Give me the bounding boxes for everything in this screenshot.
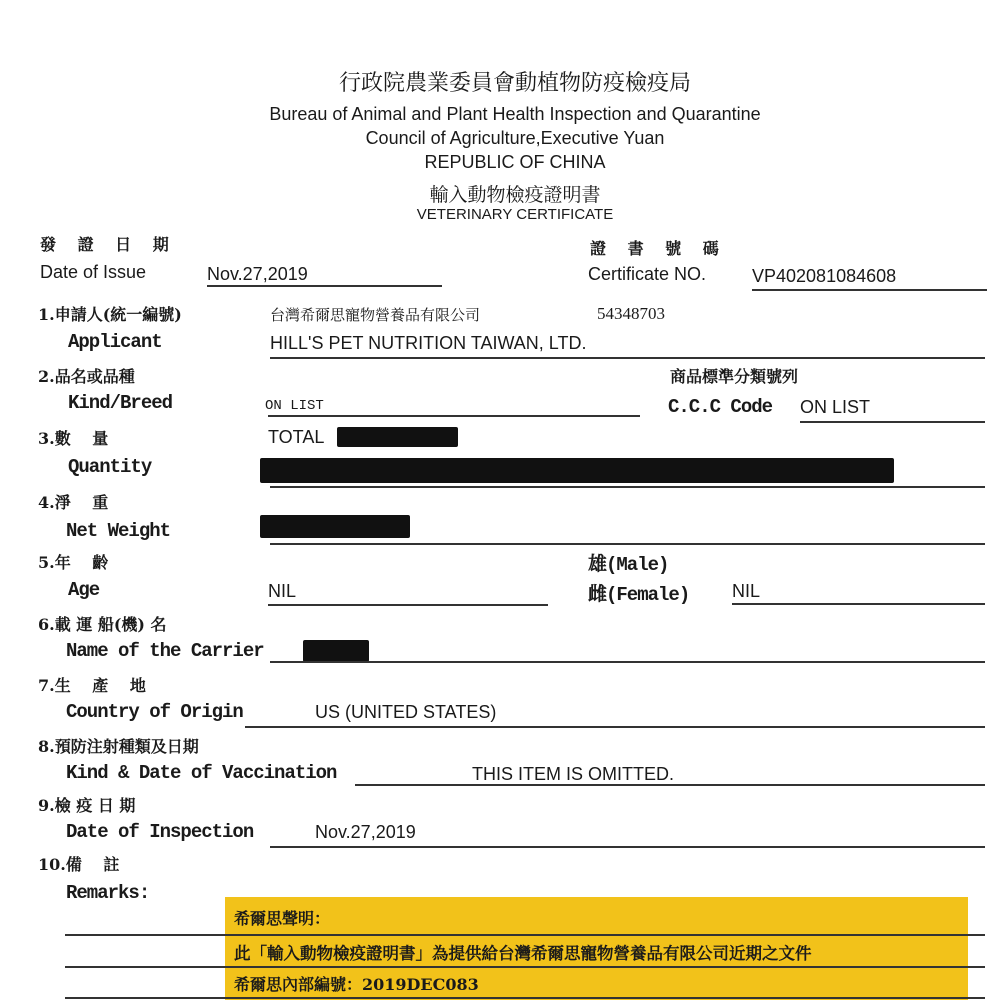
council-name: Council of Agriculture,Executive Yuan [365,128,665,148]
origin-label-zh: 7.生 產 地 [38,676,146,695]
applicant-id-number: 54348703 [597,304,665,323]
vaccination-value: THIS ITEM IS OMITTED. [472,764,674,784]
certificate-no-value: VP402081084608 [752,266,897,286]
carrier-label-zh: 6.載 運 船(機) 名 [38,615,167,634]
inspection-value: Nov.27,2019 [315,822,416,842]
notice-body: 此「輸入動物檢疫證明書」為提供給台灣希爾思寵物營養品有限公司近期之文件 [234,944,812,963]
male-label: 雄(Male) [588,554,669,576]
net-weight-label: Net Weight [66,520,171,542]
date-of-issue-label-zh: 發 證 日 期 [40,235,177,254]
country-name: REPUBLIC OF CHINA [424,152,606,172]
applicant-value: HILL'S PET NUTRITION TAIWAN, LTD. [270,333,587,353]
origin-label: Country of Origin [66,701,243,723]
vaccination-label: Kind & Date of Vaccination [66,762,337,784]
ccc-label-zh: 商品標準分類號列 [670,367,799,386]
notice-title: 希爾思聲明： [234,909,331,928]
kind-value: ON LIST [265,398,324,414]
applicant-value-zh: 台灣希爾思寵物營養品有限公司 [270,306,481,324]
doc-title-zh: 輸入動物檢疫證明書 [429,184,601,206]
redacted-box [337,427,458,447]
quantity-total-prefix: TOTAL [268,427,325,447]
female-label: 雌(Female) [588,584,690,606]
kind-label-zh: 2.品名或品種 [38,367,135,386]
inspection-label-zh: 9.檢 疫 日 期 [38,796,136,815]
net-weight-label-zh: 4.淨 重 [38,493,109,512]
kind-label: Kind/Breed [68,392,173,414]
redacted-box [303,640,369,662]
age-label: Age [68,579,100,601]
sex-value: NIL [732,581,761,601]
redacted-box [260,515,410,538]
redacted-box [260,458,894,483]
applicant-label-zh: 1.申請人(統一編號) [38,305,182,324]
vaccination-label-zh: 8.預防注射種類及日期 [38,737,199,756]
date-of-issue-label: Date of Issue [40,262,147,282]
quantity-label: Quantity [68,456,152,478]
certificate-no-label: Certificate NO. [588,264,707,284]
age-label-zh: 5.年 齡 [38,553,109,572]
certificate-no-label-zh: 證 書 號 碼 [590,239,727,258]
remarks-label: Remarks: [66,882,150,904]
applicant-label: Applicant [68,331,162,353]
inspection-label: Date of Inspection [66,821,254,843]
quantity-label-zh: 3.數 量 [38,429,109,448]
date-of-issue-value: Nov.27,2019 [207,264,308,284]
notice-internal-number: 希爾思內部編號：2019DEC083 [234,975,479,994]
agency-name-en: Bureau of Animal and Plant Health Inspection and Quarantine [269,104,761,124]
ccc-code-label: C.C.C Code [668,396,773,418]
ccc-code-value: ON LIST [800,397,871,417]
doc-title-en: VETERINARY CERTIFICATE [416,206,614,223]
age-value: NIL [268,581,297,601]
remarks-label-zh: 10.備 註 [38,855,120,874]
carrier-label: Name of the Carrier [66,640,264,662]
agency-name-zh: 行政院農業委員會動植物防疫檢疫局 [338,71,691,96]
origin-value: US (UNITED STATES) [315,702,497,722]
